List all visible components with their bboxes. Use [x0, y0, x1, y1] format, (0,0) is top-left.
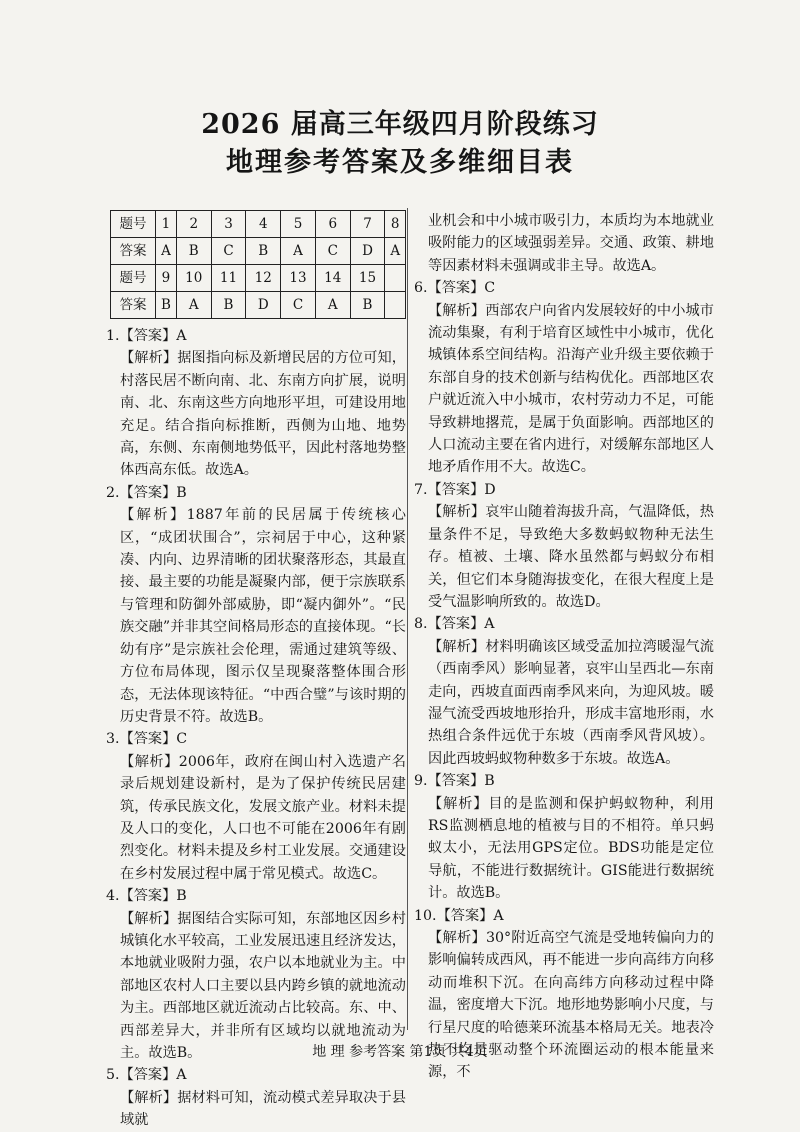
answer-table-cell: B [350, 292, 385, 319]
answer-table-cell: 5 [281, 211, 316, 238]
analysis-text: 【解析】30°附近高空气流是受地转偏向力的影响偏转成西风，再不能进一步向高纬方向移动而堆积下沉。在向高纬方向移动过程中降温，密度增大下沉。地形地势影响小尺度，与行星尺度的哈德莱环流基本格局无关。地表冷热不均是驱动整个环流圈运动的根本能量来源，不 [428, 930, 714, 1081]
answer-table [110, 210, 406, 319]
analysis-text: 【解析】西部农户向省内发展较好的中小城市流动集聚，有利于培育区域性中小城市，优化城镇体系空间结构。沿海产业升级主要依赖于东部自身的技术创新与结构优化。西部地区农户就近流入中小城市，农村劳动力不足，可能导致耕地撂荒，是属于负面影响。西部地区的人口流动主要在省内进行，对缓解东部地区人地矛盾作用不大。故选C。 [428, 302, 714, 476]
answer-item [106, 325, 406, 482]
answer-table-cell: A [176, 292, 211, 319]
analysis-text: 【解析】2006年，政府在闽山村入选遗产名录后规划建设新村，是为了保护传统民居建筑，传承民族文化，发展文旅产业。材料未提及人口的变化，人口也不可能在2006年有剧烈变化。材料未提及乡村工业发展。交通建设在乡村发展过程中属于常见模式。故选C。 [120, 753, 406, 882]
answer-table-cell: 12 [246, 265, 281, 292]
answer-table-cell: 14 [315, 265, 350, 292]
analysis-text: 【解析】目的是监测和保护蚂蚁物种，利用RS监测栖息地的植被与目的不相符。单只蚂蚁太小，无法用GPS定位。BDS功能是定位导航，不能进行数据统计。GIS能进行数据统计。故选B。 [428, 795, 714, 902]
answer-item [414, 210, 714, 277]
column-divider [407, 208, 408, 1030]
answer-label: 1.【答案】A [106, 328, 187, 344]
answer-item [106, 885, 406, 1064]
answer-table-row [111, 292, 406, 319]
answer-table-cell: B [211, 292, 246, 319]
answer-table-cell: 10 [176, 265, 211, 292]
answer-item [414, 613, 714, 770]
analysis-text: 【解析】哀牢山随着海拔升高，气温降低，热量条件不足，导致绝大多数蚂蚁物种无法生存。植被、土壤、降水虽然都与蚂蚁分布相关，但它们本身随海拔变化，在很大程度上是受气温影响所致的。故选D。 [428, 504, 714, 610]
answer-table-cell: A [281, 238, 316, 265]
page-footer: 地 理 参考答案 第1页 共4页 [312, 1044, 488, 1060]
analysis-text: 【解析】1887年前的民居属于传统核心区，“成团状围合”，宗祠居于中心，这种紧凑、内向、边界清晰的团状聚落形态，其最直接、最主要的功能是凝聚内部，便于宗族联系与管理和防御外部威胁，即“凝内御外”。“民族交融”并非其空间格局形态的直接体现。“长幼有序”是宗族社会伦理，需通过建筑等级、方位布局体现，图示仅呈现聚落整体围合形态，无法体现该特征。“中西合璧”与该时期的历史背景不符。故选B。 [120, 507, 406, 725]
answer-table-cell: D [350, 238, 385, 265]
answer-table-cell: C [281, 292, 316, 319]
answer-label: 8.【答案】A [414, 616, 495, 633]
answer-table-cell: A [315, 292, 350, 319]
answer-table-cell: 9 [156, 265, 177, 292]
answer-table-cell [385, 265, 406, 292]
answer-table-cell: 15 [350, 265, 385, 292]
answer-table-cell: C [211, 238, 246, 265]
right-column [414, 210, 714, 1084]
page-subtitle: 地理参考答案及多维细目表 [226, 147, 574, 178]
answer-table-row [111, 238, 406, 265]
answer-table-cell: 7 [350, 211, 385, 238]
analysis-text: 【解析】据图指向标及新增民居的方位可知，村落民居不断向南、北、东南方向扩展，说明南、北、东南这些方向地形平坦，可建设用地充足。结合指向标推断，西侧为山地、地势高，东侧、东南侧地势低平，因此村落地势整体西高东低。故选A。 [120, 350, 406, 479]
answer-table-cell: 2 [176, 211, 211, 238]
answer-label: 3.【答案】C [106, 731, 188, 748]
answer-table-cell: 4 [246, 211, 281, 238]
answer-label: 6.【答案】C [414, 280, 496, 297]
answer-table-header-cell: 题号 [111, 211, 156, 238]
answer-label: 10.【答案】A [414, 907, 504, 924]
answer-item [106, 728, 406, 885]
analysis-text: 【解析】材料明确该区域受孟加拉湾暖湿气流（西南季风）影响显著，哀牢山呈西北—东南走向，西坡直面西南季风来向，为迎风坡。暖湿气流受西坡地形抬升，形成丰富地形雨，水热组合条件远优于东坡（西南季风背风坡）。因此西坡蚂蚁物种数多于东坡。故选A。 [428, 638, 714, 767]
page-title: 2026 届高三年级四月阶段练习 [201, 109, 599, 140]
answer-table-cell: D [246, 292, 281, 319]
answer-table-cell: C [315, 238, 350, 265]
answer-item [414, 479, 714, 613]
analysis-text: 业机会和中小城市吸引力，本质均为本地就业吸附能力的区域强弱差异。交通、政策、耕地等因素材料未强调或非主导。故选A。 [428, 213, 714, 274]
answer-table-cell: B [246, 238, 281, 265]
answer-table-cell: 11 [211, 265, 246, 292]
answer-table-header-cell: 答案 [111, 238, 156, 265]
answer-table-row [111, 211, 406, 238]
answer-table-header-cell: 答案 [111, 292, 156, 319]
answer-table-cell: 3 [211, 211, 246, 238]
answer-table-cell: 8 [385, 211, 406, 238]
answer-table-cell: A [156, 238, 177, 265]
answer-table-cell: B [176, 238, 211, 265]
answer-item [414, 277, 714, 479]
answer-label: 5.【答案】A [106, 1067, 187, 1084]
answer-table-cell: B [156, 292, 177, 319]
left-column [106, 210, 406, 1132]
answer-table-header-cell: 题号 [111, 265, 156, 292]
analysis-text: 【解析】据图结合实际可知，东部地区因乡村城镇化水平较高，工业发展迅速且经济发达，本地就业吸附力强，农户以本地就业为主。中部地区农村人口主要以县内跨乡镇的就地流动为主。西部地区就近流动占比较高。东、中、西部差异大，并非所有区域均以就地流动为主。故选B。 [120, 910, 406, 1061]
answer-table-cell: A [385, 238, 406, 265]
answer-label: 4.【答案】B [106, 888, 187, 905]
analysis-text: 【解析】据材料可知，流动模式差异取决于县域就 [120, 1089, 406, 1129]
answer-label: 7.【答案】D [414, 481, 496, 498]
answer-table-cell: 1 [156, 211, 177, 238]
answer-item [106, 1064, 406, 1131]
answer-table-row [111, 265, 406, 292]
answer-item [106, 482, 406, 728]
answer-table-cell [385, 292, 406, 319]
answer-label: 2.【答案】B [106, 484, 187, 501]
answer-table-cell: 13 [281, 265, 316, 292]
answer-table-cell: 6 [315, 211, 350, 238]
answer-label: 9.【答案】B [414, 773, 495, 790]
answer-item [414, 770, 714, 904]
